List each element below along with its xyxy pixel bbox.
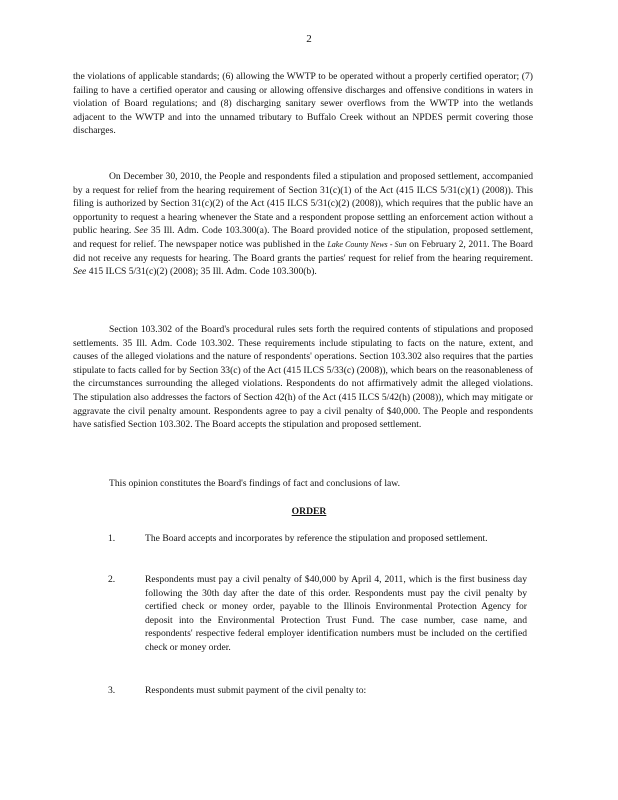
order-item-number: 2. (108, 574, 116, 585)
newspaper-name: Lake County News - Sun (327, 239, 407, 249)
paragraph-text: on February 2, 2011. The Board did not receive any requests for hearing. The Board grants the parties' request for relief from the hearing requirement. (73, 238, 533, 264)
citation-signal: See (73, 266, 87, 278)
paragraph-section-103-302: Section 103.302 of the Board's procedural rules sets forth the required contents of stipulations and proposed settlements. 35 Ill. Adm. Code 103.302. These requirements include stipulating to facts on the nature, extent, and causes of the alleged violations and the nature of respondents' operations. Section 103.302 also requires that the parties stipulate to facts called for by Section 33(c) of the Act (415 ILCS 5/33(c) (2008)), which bears on the reasonableness of the circumstances surrounding the alleged violations. Respondents do not affirmatively admit the alleged violations. The stipulation also addresses the factors of Section 42(h) of the Act (415 ILCS 5/42(h) (2008)), which may mitigate or aggravate the civil penalty amount. Respondents agree to pay a civil penalty of $40,000. The People and respondents have satisfied Section 103.302. The Board accepts the stipulation and proposed settlement. (73, 324, 533, 431)
paragraph-text: 415 ILCS 5/31(c)(2) (2008); 35 Ill. Adm. Code 103.300(b). (88, 266, 317, 278)
paragraph-text: On December 30, 2010, the People and respondents filed a stipulation and proposed settlement, accompanied by a request for relief from the hearing requirement of Section 31(c)(1) of the Act (415 ILCS 5/31(c)(1) (2008)). This filing is authorized by Section 31(c)(2) of the Act (415 ILCS 5/31(c)(2) (2008)), which requires that the public have an opportunity to request a hearing whenever the State and a respondent propose settling an enforcement action without a public hearing. (73, 171, 533, 237)
order-item-text: Respondents must pay a civil penalty of $40,000 by April 4, 2011, which is the first business day following the 30th day after the date of this order. Respondents must pay the civil penalty by certified check or money order, payable to the Illinois Environmental Protection Agency for deposit into the Environmental Protection Trust Fund. The case number, case name, and respondents' respective federal employer identification numbers must be included on the certified check or money order. (145, 574, 527, 653)
order-item-text: Respondents must submit payment of the civil penalty to: (145, 685, 367, 696)
paragraph-stipulation-filing (73, 170, 533, 279)
paragraph-text: 35 Ill. Adm. Code 103.300(a). The Board provided notice of the stipulation, proposed settlement, and request for relief. The newspaper notice was published in the (73, 225, 534, 250)
paragraph-violations: the violations of applicable standards; (6) allowing the WWTP to be operated without a properly certified operator; (7) failing to have a certified operator and causing or allowing offensive discharges and offensive conditions in waters in violation of Board regulations; and (8) discharging sanitary sewer overflows from the WWTP into the wetlands adjacent to the WWTP and into the unnamed tributary to Buffalo Creek without an NPDES permit covering those discharges. (73, 71, 533, 137)
order-heading: ORDER (291, 506, 327, 517)
citation-signal: See (134, 225, 148, 237)
order-item-number: 3. (108, 685, 116, 696)
page-number: 2 (306, 33, 312, 45)
order-item-number: 1. (108, 533, 116, 544)
order-item-text: The Board accepts and incorporates by reference the stipulation and proposed settlement. (145, 533, 488, 544)
paragraph-findings: This opinion constitutes the Board's findings of fact and conclusions of law. (109, 478, 401, 489)
